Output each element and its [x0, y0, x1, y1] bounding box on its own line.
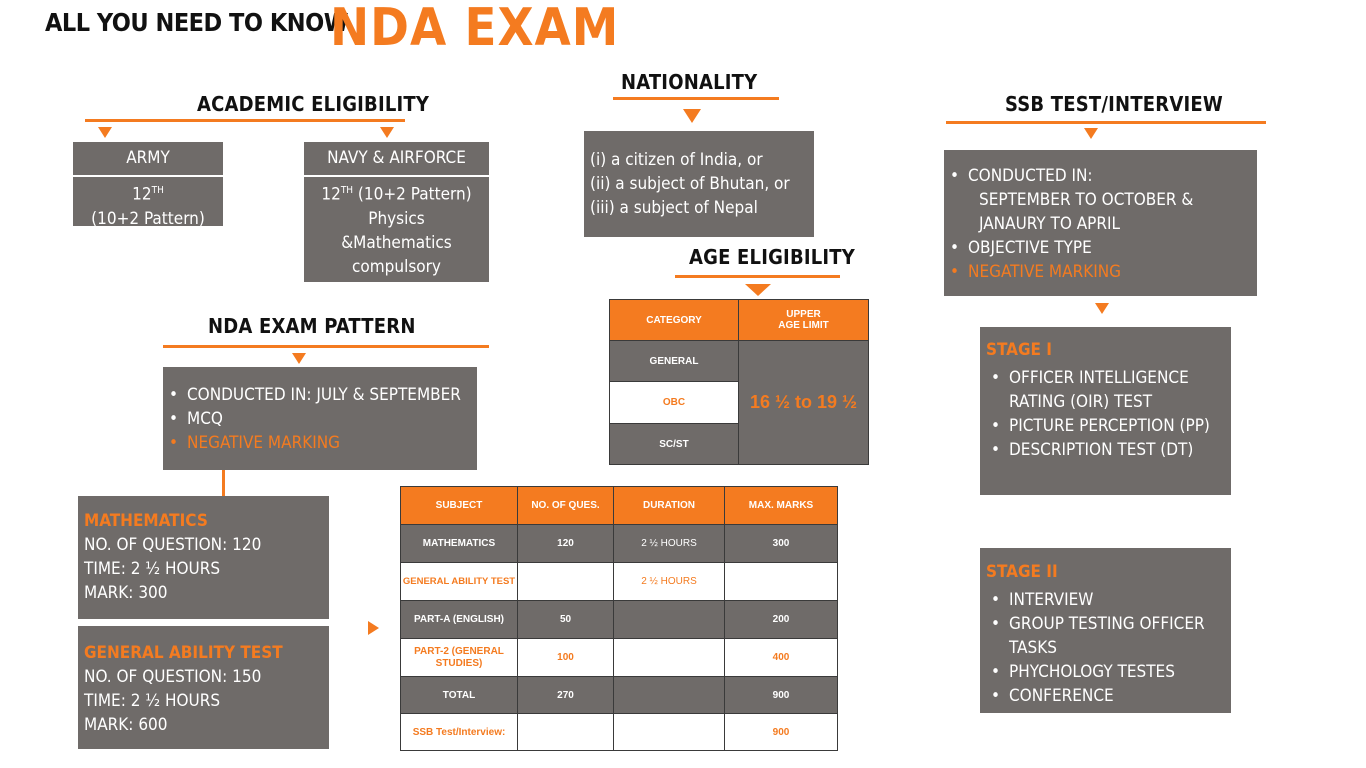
navy-arrow [380, 127, 394, 138]
stage2-interview: • INTERVIEW [985, 588, 1231, 612]
stage1-dt: • DESCRIPTION TEST (DT) [985, 438, 1231, 462]
nationality-item-bhutan: (ii) a subject of Bhutan, or [590, 174, 790, 194]
pattern-heading: NDA EXAM PATTERN [208, 314, 416, 338]
math-box [78, 496, 329, 619]
navy-pattern: (10+2 Pattern) [353, 184, 472, 205]
stage2-box [980, 548, 1231, 713]
navy-grade [304, 179, 489, 207]
cell-subject: SSB Test/Interview: [401, 714, 518, 751]
nationality-heading: NATIONALITY [621, 70, 758, 94]
academic-heading: ACADEMIC ELIGIBILITY [197, 92, 430, 116]
cell-duration [614, 639, 725, 677]
gat-title: GENERAL ABILITY TEST [84, 643, 283, 663]
stage2-gto-line2: TASKS [1009, 638, 1057, 658]
age-col-limit-line2: AGE LIMIT [778, 320, 829, 331]
cell-subject: PART-2 (GENERAL STUDIES) [401, 639, 518, 677]
navy-grade-number: 12 [321, 184, 341, 205]
pattern-underline [163, 345, 489, 348]
exam-table [400, 486, 838, 751]
army-pattern: (10+2 Pattern) [91, 208, 205, 229]
page-title: NDA EXAM [330, 0, 620, 58]
table-row [401, 639, 838, 677]
age-underline [675, 275, 840, 278]
navy-grade-sup: TH [340, 185, 354, 196]
stage2-psychology: • PHYCHOLOGY TESTES [985, 660, 1231, 684]
nationality-box [584, 131, 814, 237]
nationality-item-india: (i) a citizen of India, or [590, 150, 763, 170]
nationality-arrow [683, 109, 701, 123]
stage1-oir-line2: RATING (OIR) TEST [1009, 392, 1153, 412]
cell-questions [518, 563, 614, 601]
gat-questions: NO. OF QUESTION: 150 [84, 667, 262, 687]
header-questions: NO. OF QUES. [518, 487, 614, 525]
cell-duration [614, 714, 725, 751]
ssb-arrow [1084, 128, 1098, 139]
ssb-box [944, 150, 1257, 296]
ssb-objective: • OBJECTIVE TYPE [944, 236, 1257, 260]
army-title: ARMY [73, 142, 223, 177]
exam-table-header [401, 487, 838, 525]
pattern-mcq: • MCQ [163, 407, 477, 431]
table-arrow [368, 621, 379, 635]
age-row-obc: OBC [610, 382, 739, 424]
age-heading: AGE ELIGIBILITY [689, 245, 856, 269]
stage1-oir [985, 366, 1231, 414]
cell-questions: 270 [518, 677, 614, 714]
stage2-title: STAGE II [986, 562, 1058, 582]
army-box [73, 142, 223, 229]
cell-subject: MATHEMATICS [401, 525, 518, 563]
army-grade-sup: TH [151, 185, 164, 196]
title-prefix: ALL YOU NEED TO KNOW [45, 8, 349, 37]
cell-subject: GENERAL ABILITY TEST [401, 563, 518, 601]
cell-marks: 400 [725, 639, 838, 677]
ssb-heading: SSB TEST/INTERVIEW [1005, 92, 1223, 116]
navy-box [304, 142, 489, 282]
cell-duration [614, 677, 725, 714]
math-time: TIME: 2 ½ HOURS [84, 559, 221, 579]
navy-physics: Physics [368, 208, 425, 229]
age-col-limit-line1: UPPER [786, 309, 821, 320]
pattern-box [163, 367, 477, 470]
academic-underline [85, 119, 405, 122]
table-row [401, 601, 838, 639]
gat-time: TIME: 2 ½ HOURS [84, 691, 221, 711]
navy-mathematics: &Mathematics [341, 232, 452, 253]
cell-marks: 900 [725, 677, 838, 714]
table-row [401, 677, 838, 714]
ssb-months-2: JANAURY TO APRIL [979, 214, 1121, 234]
age-limit-value: 16 ½ to 19 ½ [739, 341, 869, 465]
table-row [401, 714, 838, 751]
cell-duration: 2 ½ HOURS [614, 563, 725, 601]
cell-subject: TOTAL [401, 677, 518, 714]
header-subject: SUBJECT [401, 487, 518, 525]
cell-marks: 200 [725, 601, 838, 639]
ssb-underline [946, 121, 1266, 124]
age-arrow [745, 284, 771, 296]
math-title: MATHEMATICS [84, 511, 208, 531]
navy-compulsory: compulsory [352, 256, 441, 277]
pattern-arrow [292, 353, 306, 364]
stage2-conference: • CONFERENCE [985, 684, 1231, 708]
army-arrow [98, 127, 112, 138]
age-col-category: CATEGORY [610, 300, 739, 341]
math-marks: MARK: 300 [84, 583, 168, 603]
age-row-scst: SC/ST [610, 424, 739, 465]
ssb-conducted: • CONDUCTED IN: [944, 164, 1257, 188]
header-duration: DURATION [614, 487, 725, 525]
header-max-marks: MAX. MARKS [725, 487, 838, 525]
nationality-item-nepal: (iii) a subject of Nepal [590, 198, 758, 218]
cell-questions: 50 [518, 601, 614, 639]
cell-questions: 100 [518, 639, 614, 677]
cell-marks: 300 [725, 525, 838, 563]
table-row [401, 525, 838, 563]
stage1-box [980, 327, 1231, 495]
age-col-limit [739, 300, 869, 341]
stage2-gto-line1: GROUP TESTING OFFICER [1009, 614, 1205, 634]
army-grade [73, 179, 223, 207]
army-grade-number: 12 [132, 184, 152, 205]
stage1-arrow [1095, 303, 1109, 314]
ssb-months-1: SEPTEMBER TO OCTOBER & [979, 190, 1194, 210]
stage1-title: STAGE I [986, 340, 1052, 360]
gat-box [78, 626, 329, 749]
math-questions: NO. OF QUESTION: 120 [84, 535, 262, 555]
cell-subject: PART-A (ENGLISH) [401, 601, 518, 639]
cell-marks [725, 563, 838, 601]
pattern-connector [222, 470, 225, 496]
cell-marks: 900 [725, 714, 838, 751]
gat-marks: MARK: 600 [84, 715, 168, 735]
cell-duration [614, 601, 725, 639]
cell-questions: 120 [518, 525, 614, 563]
nationality-underline [613, 97, 779, 100]
ssb-negative: • NEGATIVE MARKING [944, 260, 1257, 284]
cell-duration: 2 ½ HOURS [614, 525, 725, 563]
stage2-gto [985, 612, 1231, 660]
cell-questions [518, 714, 614, 751]
age-row-general: GENERAL [610, 341, 739, 382]
stage1-pp: • PICTURE PERCEPTION (PP) [985, 414, 1231, 438]
stage1-oir-line1: OFFICER INTELLIGENCE [1009, 368, 1189, 388]
table-row [401, 563, 838, 601]
pattern-conducted: • CONDUCTED IN: JULY & SEPTEMBER [163, 383, 477, 407]
navy-title: NAVY & AIRFORCE [304, 142, 489, 177]
age-table [609, 299, 869, 465]
pattern-negative: • NEGATIVE MARKING [163, 431, 477, 455]
